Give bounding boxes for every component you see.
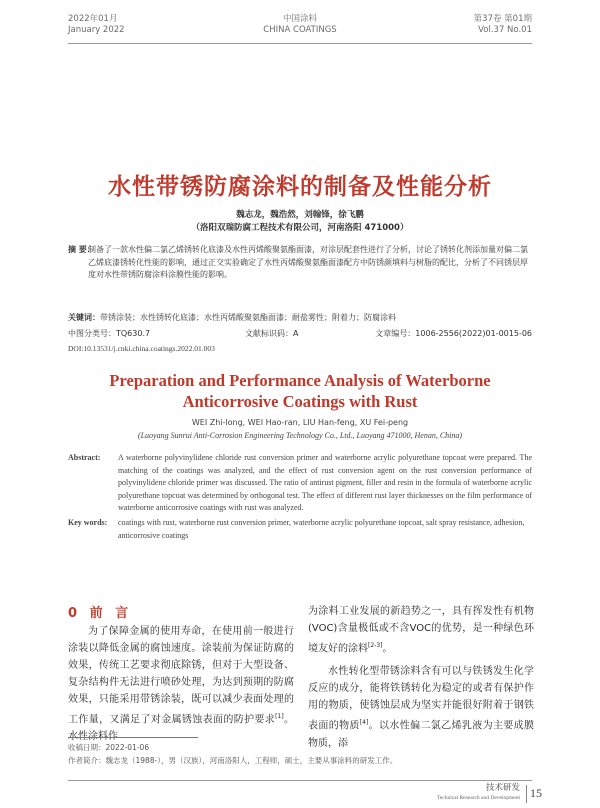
body-right-paragraph-1 (308, 603, 534, 657)
header-journal (68, 14, 532, 36)
classification-row (68, 328, 532, 340)
body-left-text: 为了保障金属的使用寿命，在使用前一般进行涂装以降低金属的腐蚀速度。涂装前为保证防腐的效果，传统工艺要求彻底除锈，但对于大型设备、复杂结构件无法进行喷砂处理，为达到预期的防腐效果，只能采用带锈涂装，既可以减少表面处理的工作量，又满足了对金属锈蚀表面的防护要求 (68, 626, 294, 726)
article-title-cn: 水性带锈防腐涂料的制备及性能分析 (108, 174, 492, 200)
title-en-line1: Preparation and Performance Analysis of Waterborne (109, 371, 491, 390)
citation: [4] (359, 719, 369, 727)
authors-cn: 魏志龙，魏浩然，刘翰锋，徐飞鹏 (236, 210, 364, 220)
body-left-tail: 。水性涂料作 (68, 714, 295, 743)
body-right-p2-tail: 。以水性偏二氯乙烯乳液为主要成膜物质，添 (308, 720, 535, 749)
keywords-en (68, 517, 532, 542)
body-right-p2-text: 水性转化型带锈涂料含有可以与铁锈发生化学反应的成分，能将铁锈转化为稳定的或者有保护作用的物质，使锈蚀层成为坚实并能很好附着于钢铁表面的物质 (308, 666, 534, 732)
body-column-left (68, 623, 294, 745)
abstract-cn (68, 244, 532, 282)
article-number: 文章编号：1006-2556(2022)01-0015-06 (375, 329, 532, 338)
section-heading: 0 前 言 (68, 606, 133, 621)
abstract-en-label: Abstract: (68, 453, 101, 462)
header-volume (474, 14, 532, 36)
article-title-en (0, 370, 600, 412)
abstract-en (68, 452, 532, 515)
body-column-right (308, 603, 534, 752)
citation: [2-3] (368, 642, 383, 649)
body-right-p1-tail: 。 (382, 643, 393, 655)
keywords-en-label: Key words: (68, 518, 108, 527)
citation: [1] (275, 713, 284, 720)
header-divider (68, 43, 532, 44)
footer-separator (526, 785, 527, 803)
body-right-p1-text: 为涂料工业发展的新趋势之一，具有挥发性有机物(VOC)含量极低或不含VOC的优势，是一种绿色环境友好的涂料 (308, 606, 534, 655)
header-journal-en: CHINA COATINGS (263, 25, 337, 35)
abstract-en-text: A waterborne polyvinylidene chloride rust conversion primer and waterborne acrylic polyurethane topcoat were prepared. The matching of the coatings was analyzed, and the effect of rust conversion agent on the rust conversion performance of polyvinylidene chloride primer was discussed. The ratio of antirust pigment, filler and resin in the formula of waterborne acrylic polyurethane topcoat was determined by orthogonal test. The effect of different rust layer thicknesses on the film performance of waterborne anticorrosive coatings with rust was analyzed. (118, 453, 532, 513)
keywords-cn (68, 312, 532, 323)
keywords-cn-label: 关键词： (68, 313, 100, 322)
footer-brand (437, 783, 520, 803)
footer-divider (68, 780, 532, 781)
footnote-author: 作者简介：魏志龙（1988-），男（汉族），河南洛阳人，工程师，硕士，主要从事涂料的研发工作。 (68, 756, 398, 765)
document-code: 文献标识码：A (245, 329, 299, 338)
header-volume-cn: 第37卷 第01期 (473, 14, 532, 24)
doi: DOI:10.13531/j.cnki.china.coatings.2022.01.003 (68, 344, 215, 353)
keywords-cn-text: 带锈涂装；水性锈转化底漆；水性丙烯酸聚氨酯面漆；耐盐雾性；附着力；防腐涂料 (100, 313, 396, 322)
body-right-paragraph-2 (308, 663, 534, 751)
title-en-line2: Anticorrosive Coatings with Rust (182, 392, 418, 411)
authors-en: WEI Zhi-long, WEI Hao-ran, LIU Han-feng, XU Fei-peng (191, 418, 409, 427)
footer-brand-cn: 技术研发 (485, 783, 520, 793)
header-date-en: January 2022 (68, 25, 125, 35)
header-date-cn: 2022年01月 (68, 14, 118, 24)
clc-number: 中图分类号：TQ630.7 (68, 329, 151, 338)
abstract-cn-label: 摘 要： (68, 245, 95, 254)
footnote-received: 收稿日期：2022-01-06 (68, 743, 150, 752)
abstract-cn-text: 制备了一款水性偏二氯乙烯锈转化底漆及水性丙烯酸聚氨酯面漆，对涂层配套性进行了分析，讨论了锈转化剂添加量对偏二氯乙烯底漆锈转化性能的影响，通过正交实验确定了水性丙烯酸聚氨酯面漆配方中防锈颜填料与树脂的配比，分析了不同锈层厚度对水性带锈防腐涂料涂膜性能的影响。 (88, 245, 528, 279)
footnote-divider (68, 737, 198, 738)
footer-brand-en: Technical Research and Development (436, 795, 520, 801)
keywords-en-text: coatings with rust, waterborne rust conversion primer, waterborne acrylic polyurethane topcoat, salt spray resistance, adhesion, anticorrosive coatings (118, 518, 525, 540)
page-number: 15 (530, 786, 542, 800)
header-journal-cn: 中国涂料 (282, 14, 317, 24)
affiliation-en: (Luoyang Sunrui Anti-Corrosion Engineering Technology Co., Ltd., Luoyang 471000, Henan, China) (137, 431, 463, 440)
affiliation-cn: （洛阳双瑞防腐工程技术有限公司，河南洛阳 471000） (191, 223, 409, 233)
running-header (68, 14, 532, 44)
header-volume-en: Vol.37 No.01 (478, 25, 532, 35)
